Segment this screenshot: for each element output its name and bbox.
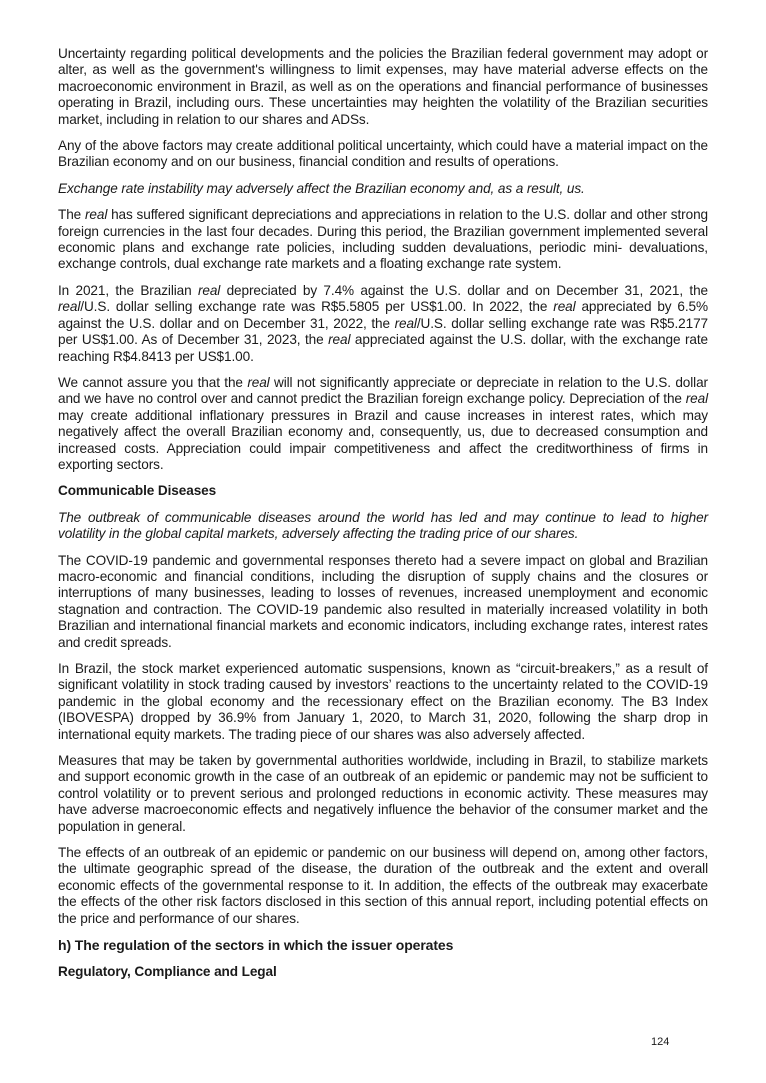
italic-real: real xyxy=(197,282,221,298)
paragraph-political-uncertainty: Uncertainty regarding political developments and the policies the Brazilian federal government may adopt or alter, as well as the government's willingness to limit expenses, may have material adverse effects on the macroeconomic environment in Brazil, as well as on the operations and financial performance of businesses operating in Brazil, including ours. These uncertainties may heighten the volatility of the Brazilian securities market, including in relation to our shares and ADSs. xyxy=(58,46,708,127)
document-page xyxy=(58,46,708,990)
section-heading-communicable-diseases: Communicable Diseases xyxy=(58,483,217,499)
section-heading-regulatory-compliance-legal: Regulatory, Compliance and Legal xyxy=(58,963,277,979)
paragraph-exchange-rates xyxy=(58,283,708,365)
risk-factor-outbreak: The outbreak of communicable diseases around the world has led and may continue to lead to higher volatility in the global capital markets, adversely affecting the trading price of our shares. xyxy=(58,509,708,542)
paragraph-government-measures: Measures that may be taken by governmental authorities worldwide, including in Brazil, to stabilize markets and support economic growth in the case of an outbreak of an epidemic or pandemic may not be sufficient to control volatility or to prevent serious and prolonged reductions in economic activity. These measures may have adverse macroeconomic effects and negatively influence the behavior of the consumer market and the population in general. xyxy=(58,753,708,834)
paragraph-outbreak-effects: The effects of an outbreak of an epidemic or pandemic on our business will depend on, among other factors, the ultimate geographic spread of the disease, the duration of the outbreak and the extent and overall economic effects of the governmental response to it. In addition, the effects of the outbreak may exacerbate the effects of the other risk factors disclosed in this section of this annual report, including potential effects on the price and performance of our shares. xyxy=(58,845,708,926)
text-run: The xyxy=(58,207,85,223)
italic-real: real xyxy=(84,207,108,223)
paragraph-real-history xyxy=(58,207,708,273)
paragraph-no-assurance xyxy=(58,375,708,473)
paragraph-circuit-breakers: In Brazil, the stock market experienced automatic suspensions, known as “circuit-breakers,” as a result of significant volatility in stock trading caused by investors’ reactions to the uncertainty related to the COVID-19 pandemic in the global economy and the recessionary effect on the Brazilian economy. The B3 Index (IBOVESPA) dropped by 36.9% from January 1, 2020, to March 31, 2020, following the sharp drop in international equity markets. The trading piece of our shares was also adversely affected. xyxy=(58,661,708,742)
text-run: appreciated against the U.S. dollar, with the exchange rate reaching R$4.8413 per US$1.00. xyxy=(58,332,708,364)
text-run: appreciated by 6.5% against the U.S. dollar and on December 31, 2022, the xyxy=(58,299,709,331)
italic-real: real xyxy=(553,299,576,315)
paragraph-additional-uncertainty: Any of the above factors may create additional political uncertainty, which could have a material impact on the Brazilian economy and on our business, financial condition and results of operations. xyxy=(58,138,708,170)
text-run: has suffered significant depreciations and appreciations in relation to the U.S. dollar and other strong foreign currencies in the last four decades. During this period, the Brazilian government implemented several economic plans and exchange rate policies, including sudden devaluations, periodic mini- devaluations, exchange controls, dual exchange rate markets and a floating exchange rate system. xyxy=(58,207,708,272)
text-run: /U.S. dollar selling exchange rate was R$5.5805 per US$1.00. In 2022, the xyxy=(80,299,554,315)
text-run: may create additional inflationary pressures in Brazil and cause increases in interest rates, which may negatively affect the overall Brazilian economy and, consequently, us, due to decreased consumption and increased costs. Appreciation could impair competitiveness and affect the creditworthiness of firms in exporting sectors. xyxy=(58,407,708,472)
italic-real: real xyxy=(58,299,81,315)
text-run: In 2021, the Brazilian xyxy=(58,282,198,298)
text-run: /U.S. dollar selling exchange rate was R$5.2177 per US$1.00. As of December 31, 2023, the xyxy=(58,315,709,348)
italic-real: real xyxy=(247,374,270,390)
italic-real: real xyxy=(685,391,708,407)
risk-factor-exchange-rate: Exchange rate instability may adversely affect the Brazilian economy and, as a result, us. xyxy=(58,180,585,196)
text-run: We cannot assure you that the xyxy=(58,374,248,390)
text-run: depreciated by 7.4% against the U.S. dollar and on December 31, 2021, the xyxy=(220,282,708,298)
text-run: will not significantly appreciate or depreciate in relation to the U.S. dollar and we have no control over and cannot predict the Brazilian foreign exchange policy. Depreciation of the xyxy=(58,374,708,407)
paragraph-covid-impact: The COVID-19 pandemic and governmental responses thereto had a severe impact on global and Brazilian macro-economic and financial conditions, including the disruption of supply chains and the closures or interruptions of many businesses, leading to losses of revenues, increased unemployment and economic stagnation and contraction. The COVID-19 pandemic also resulted in materially increased volatility in both Brazilian and international financial markets and economic indicators, including exchange rates, interest rates and credit spreads. xyxy=(58,552,708,650)
page-number: 124 xyxy=(651,1036,670,1048)
section-heading-regulation: h) The regulation of the sectors in which the issuer operates xyxy=(58,937,454,954)
italic-real: real xyxy=(394,315,417,331)
italic-real: real xyxy=(328,332,351,348)
